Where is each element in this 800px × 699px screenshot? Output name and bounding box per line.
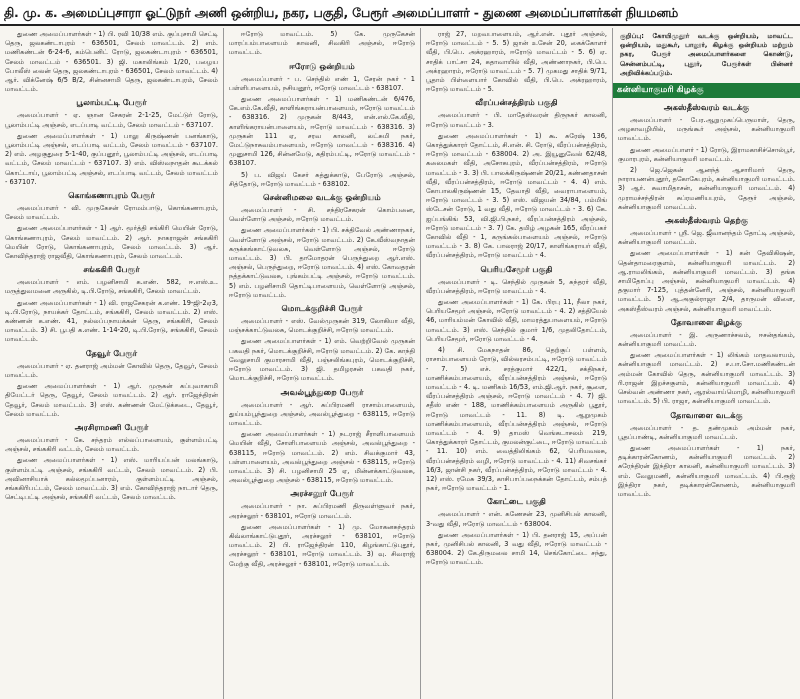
section-heading: கொங்கணாபுரம் பேரூர் — [68, 190, 155, 201]
section-heading: சங்ககிரி பேரூர் — [83, 264, 140, 275]
section-heading: சென்னிமலை வடக்கு ஒன்றியம் — [263, 192, 381, 203]
appointment-paragraph: அமைப்பாளர் - நா. சுப்பிரமணி திருவள்ளுவர் நகர், அரச்சலூர் - 638101, ஈரோடு மாவட்டம். — [229, 502, 415, 520]
section-heading: அரசிராமணி பேரூர் — [74, 421, 149, 432]
appointment-paragraph: அமைப்பாளர் - பேர.ஆறுமுகப்பெருமாள், தெரு, அழகாவழியில், மருங்கூர் அஞ்சல், கன்னியாகுமரி மாவட்டம். — [618, 116, 795, 143]
appointment-paragraph: துணை அமைப்பாளர்கள் - 1) எம். வெற்றிவேல் முருகன் பகவதி நகர், மொடக்குறிச்சி, ஈரோடு மாவட்டம். 2) கே. காந்தி வேலுசாமி குமாரசாமி வீதி, பஞ்சலிங்கபுரம், மொடக்குறிச்சி, ஈரோடு மாவட்டம். 3) ஜி. தமிழரசன் பகவதி நகர், மொடக்குறிச்சி, ஈரோடு மாவட்டம். — [229, 337, 415, 383]
section-heading: அகஸ்தீஸ்வரம் வடக்கு — [663, 102, 750, 113]
appointment-paragraph: துணை அமைப்பாளர்கள் - 1) கூ. சுரேஷ் 136, கொத்துக்காரர் தோட்டம், சி.என். சி. ரோடு, வீரப்பன்சத்திரம், ஈரோடு மாவட்டம் - 638004. 2) அ. இயூனுவேல் 62/48, கலைமகள் வீதி, அசோகபுரம், வீரப்பன்சத்திரம், ஈரோடு மாவட்டம் - 3. 3) பி. பாலக்கிருஷ்ணன் 20/21, கண்ணதாசன் வீதி, வீரப்பன்சத்திரம், ஈரோடு மாவட்டம் - 4. 4) எம். கோபாலகிருஷ்ணன் 15, தேவாதி வீதி, வைராபாளையம், ஈரோடு மாவட்டம் - 3. 5) எஸ். விஜயன் 34/84, பம்மிங் ஸ்டேசன் ரோடு, 1 வது வீதி, ஈரோடு மாவட்டம் - 3. 6) கே. ஐப்பங்கிங் 53, வி.ஜி.பி.நகர், வீரப்பன்சத்திரம் அஞ்சல், ஈரோடு மாவட்டம் - 3. 7) கே. தமிழ் அழகன் 165, வீரப்பகர் கோவில் வீதி - 1, கருங்கல்பாளையம் அஞ்சல், ஈரோடு மாவட்டம் - 3. 8) கே. பாலராஜ் 20/17, காளிங்கராயர் வீதி, வீரப்பன்சத்திரம், ஈரோடு மாவட்டம் - 4. — [426, 131, 607, 260]
appointment-paragraph: அமைப்பாளர் - இ. அருணாச்சலம், ஈசன்தங்கம், கன்னியாகுமரி மாவட்டம். — [618, 330, 795, 349]
section-heading: பூலாம்பட்டி பேரூர் — [76, 97, 147, 108]
appointment-paragraph: துணை அமைப்பாளர்கள் - 1) ஆர். மூர்த்தி சங்கிரி மெயின் ரோடு, கொங்கணாபுரம், சேலம் மாவட்டம். 2) ஆர். நாகராஜன் சங்ககிரி மெயின் ரோடு, கொங்கணாபுரம், சேலம் மாவட்டம். 3) ஆர். கோவிந்தராஜ் ராஜவீதி, கொங்கணாபுரம், சேலம் மாவட்டம். — [5, 224, 218, 261]
appointment-paragraph: துணை அமைப்பாளர்கள் - 1) கன் தேவிகிஷன், தென்தாமரைகுளம், கன்னியாகுமரி மாவட்டம். 2) ஆ.ராமலிங்கம், கன்னியாகுமரி மாவட்டம். 3) தங்க சாமிதோப்பு அஞ்சல், கன்னியாகுமரி மாவட்டம். 4) தகுமார் 7-125, புத்தன்னேரி, அஞ்சல், கன்னியாகுமரி மாவட்டம். 5) ஆ.அகுல்ராஜா 2/4, தாருமன் விளை, அகஸ்தீஸ்வரம் அஞ்சல், கன்னியாகுமரி மாவட்டம். — [618, 249, 795, 313]
appointment-paragraph: துணை அமைப்பாளர்கள் - 1) நடராஜ் சீராளிபாளையம் மெயின் வீதி, சோளிபாளையம் அஞ்சல், அவல்பூந்துறை - 638115, ஈரோடு மாவட்டம். 2) எம். சிவக்குமார் 43, பள்ளபாளையம், அவல்பூந்துறை அஞ்சல் - 638115, ஈரோடு மாவட்டம். 3) சி. பழனிசாமி 25 ஏ, மின்னக்காட்டுவலசு, அவல்பூந்துறை அஞ்சல் - 638115, ஈரோடு மாவட்டம். — [229, 430, 415, 485]
section-heading: தேவூர் பேரூர் — [85, 347, 138, 358]
appointment-paragraph: துணை அமைப்பாளர்கள் - 1) நகர், தடிக்காரன்கோணம், கன்னியாகுமரி மாவட்டம். 2) சுரேந்திரன் இந்திரா காலனி, கன்னியாகுமரி மாவட்டம். 3) எம். வேலுமணி, கன்னியாகுமரி மாவட்டம். 4) பி.ரூஜ் இந்திரா நகர், தடிக்காரன்கோணம், கன்னியாகுமரி மாவட்டம். — [618, 443, 795, 498]
appointment-paragraph: அமைப்பாளர் - ஸ்ரீ. ஜெ. ஜீவானந்தம் தோட்டி அஞ்சல், கன்னியாகுமரி மாவட்டம். — [618, 229, 795, 247]
appointment-paragraph: அமைப்பாளர் - ஏ. தனராஜ் அம்மன் கோவில் தெரு, தேவூர், சேலம் மாவட்டம். — [5, 361, 218, 379]
appointment-paragraph: 4) சி. மேகநாதன் 86, தெற்குப் பள்ளம், ராசாம்பாளையம் ரோடு, வில்லரசம்பட்டி, ஈரோடு மாவட்டம் - 7. 5) எச். சரத்குமார் 422/1, சக்திநகர், மாணிக்கம்பாளையம், வீரப்பன்சத்திரம் அஞ்சல், ஈரோடு மாவட்டம் - 4. டி. மணிகம் 16/53, எம்.ஜி.ஆர். நகர், சூளை, வீரப்பன்சத்திரம் அஞ்சல், ஈரோடு மாவட்டம் - 4. 7) ஜி. சதீஸ் எண் - 188, மாணிக்கம்பாளையம் அருகில் பூதூர், ஈரோடு மாவட்டம் - 11. 8) டி. ஆறுமுகம் மாணிக்கம்பாளையம், வீரப்பன்சத்திரம் அஞ்சல், ஈரோடு மாவட்டம் - 4. 9) தாமஸ் வெங்கடாசலம் 219, கொத்துக்காரர் தோட்டம், குமலன்குட்டை, ஈரோடு மாவட்டம் - 11. 10) எம். வைத்திலிங்கம் 62, பெரியவலசு, வீரப்பன்சத்திரம் வழி, ஈரோடு மாவட்டம் - 4. 11) சிவசங்கர் 16/3, ஜான்சி நகர், வீரப்பன்சத்திரம், ஈரோடு மாவட்டம் - 4. 12) எஸ். ரமேசு 39/3, காசிபாப்பநைக்கன் தோட்டம், சம்பத் நகர், ஈரோடு மாவட்டம் - 1. — [426, 346, 607, 493]
appointment-paragraph: துணை அமைப்பாளர்கள் - 1) பி. ரவி 10/38 எம். குப்புசாமி செட்டி தெரு, ஜலகண்டாபுரம் - 636501, சேலம் மாவட்டம். 2) எம். மணிகண்டன் 6-24-6, கம்பெனிட் ரோடு, ஜலகண்டாபுரம் - 636501, சேலம் மாவட்டம் - 636501. 3) ஜி. மகாலிங்கம் 1/20, பழைய போலீஸ் லைன் தெரு, ஜலகண்டாபுரம் - 636501, சேலம் மாவட்டம். 4) ஆர். விக்னேஷ் 6/5 B/2, சின்னசாமி தெரு, ஜலகண்டாபுரம், சேலம் மாவட்டம். — [5, 30, 218, 94]
appointment-paragraph: அமைப்பாளர் - சி. சந்திரசேகரன் கொம்பனை, வெள்ளோடு அஞ்சல், ஈரோடு மாவட்டம். — [229, 206, 415, 224]
section-heading: தோவாளை கிழக்கு — [670, 316, 743, 327]
appointment-paragraph: அமைப்பாளர் - எம். பழனிசாமி க.எண். 582, ஈ.எஸ்.உ. மருத்துவமனை அருகில், டி.பி.ரோடு, சங்ககிரி, சேலம் மாவட்டம். — [5, 278, 218, 296]
appointment-paragraph: அமைப்பாளர் - பி. மாதேஸ்வரன் திருநகர் காலனி, ஈரோடு மாவட்டம் - 3. — [426, 111, 607, 129]
appointment-paragraph: ஈரோடு மாவட்டம். 5) கே. முருகேசன் மாரப்பம்பாளையம் காலனி, சிவகிரி அஞ்சல், ஈரோடு மாவட்டம். — [229, 30, 415, 57]
page-banner-title: தி. மு. க. அமைப்புசாரா ஓட்டுநர் அணி ஒன்றிய, நகர, பகுதி, பேரூர் அமைப்பாளர் - துணை அமைப்பாளர்கள் நியமனம் — [0, 0, 800, 26]
appointment-paragraph: அமைப்பாளர் - எஸ். வேல்முருகன் 319, லோகியா வீதி, மஞ்சக்காட்டுவலசு, மொடக்குறிச்சி, ஈரோடு மாவட்டம். — [229, 317, 415, 335]
appointment-paragraph: அமைப்பாளர் - ஏ. ஞான சேகரன் 2-1-25, மேட்டுர் ரோடு, பூலாம்பட்டி அஞ்சல், எடப்பாடி வட்டம், சேலம் மாவட்டம் - 637107. — [5, 111, 218, 129]
article-columns — [0, 28, 800, 699]
appointment-paragraph: துணை அமைப்பாளர்கள் - 1) மு. மோகனசுந்தரம் கிவ்லாங்காட்டுபுதூர், அரச்சலூர் - 638101, ஈரோடு மாவட்டம். 2) பி. ராஜேந்திரன் 110, கிழங்காட்டுபுதூர், அரச்சலூர் - 638101, ஈரோடு மாவட்டம். 3) வு. சிவராஜ் மேற்கு வீதி, அரச்சலூர் - 638101, ஈரோடு மாவட்டம். — [229, 522, 415, 568]
appointment-paragraph: அமைப்பாளர் - என். கணேசன் 23, முனிசிபல் காலனி, 3-வது வீதி, ஈரோடு மாவட்டம் - 638004. — [426, 510, 607, 528]
appointment-paragraph: துணை அமைப்பாளர்கள் - 1) கே. பிரபு 11, நீலா நகர், பெரியசேமூர் அஞ்சல், ஈரோடு மாவட்டம் - 4. 2) சத்தியேல் 46, மாரியம்மன் கோவில் வீதி, மாமரத்துபாளையம், ஈரோடு மாவட்டம். 3) எஸ். செந்தில் குமார் 1/6, முதலிதோட்டம், பெரியசேமூர், ஈரோடு மாவட்டம் - 4. — [426, 298, 607, 343]
district-heading-bar: கன்னியாகுமரி கிழக்கு — [613, 83, 800, 98]
appointment-paragraph: அமைப்பாளர் - த. தண்முகம் அம்மன் நகர், பூதப்பாண்டி, கன்னியாகுமரி மாவட்டம். — [618, 423, 795, 441]
section-heading: ஈரோடு ஒன்றியம் — [289, 60, 355, 71]
appointment-paragraph: அமைப்பாளர் - ப. செந்தில் எண் 1, சேரன் நகர் - 1 பள்ளிபாளையம், நசியனூர், ஈரோடு மாவட்டம் - 638107. — [229, 74, 415, 92]
appointment-paragraph: துணை அமைப்பாளர்கள் - 1) பி. சக்திவேல் அண்ணாநகர், வெள்ளோடு அஞ்சல், ஈரோடு மாவட்டம். 2) கே.வீஸ்வநாதன் கருக்கங்காட்டுவலசு, வெள்ளோடு அஞ்சல், ஈரோடு மாவட்டம். 3) பி. தாமோதரன் பெருந்துறை ஆர்.எஸ். அஞ்சல், பெருந்துறை, ஈரோடு மாவட்டம். 4) எஸ். கோவதரன் நத்தக்காட்டுவலசு, புங்கம்பட்டி அஞ்சல், ஈரோடு மாவட்டம். 5) எம். பழனிசாமி தொட்டிபாளையம், வெள்ளோடு அஞ்சல், ஈரோடு மாவட்டம். — [229, 226, 415, 299]
appointment-paragraph: அமைப்பாளர் - ஆர். சுப்பிரமணி ராசாம்பாளையம், துய்யம்பூந்துறை அஞ்சல், அவல்பூந்துறை - 638115, ஈரோடு மாவட்டம். — [229, 400, 415, 427]
appointment-paragraph: துணை அமைப்பாளர்கள் - 1) எஸ். மாரியப்பன் மலங்காடு, குள்ளம்பட்டி அஞ்சல், சங்ககிரி வட்டம், சேலம் மாவட்டம். 2) பி. அவினாசியாக் கல்லமூப்பனாரம், குள்ளம்பட்டி அஞ்சல், சங்ககிரிபட்டம், சேலம் மாவட்டம். 3) எம். கோவிந்தராஜ் நாடார் தெரு, செட்டிபட்டி அஞ்சல், சங்ககிரி வட்டம், சேலம் மாவட்டம். — [5, 456, 218, 502]
appointment-paragraph: 2) ஜெ.ஜெகன் ஆனந்த் ஆசாரிமார் தெரு, நாராயணன்புதூர், தகோகேபுரம், கன்னியாகுமரி மாவட்டம். 3) ஆர். சுவாமிதாசன், கன்னியாகுமரி மாவட்டம். 4) முராமச்சந்திரன் சுப்ரமணியபுரம், தேரூர் அஞ்சல், கன்னியாகுமரி மாவட்டம். — [618, 166, 795, 211]
section-heading: அரச்சலூர் பேரூர் — [290, 488, 354, 499]
appointment-paragraph: துணை அமைப்பாளர்கள் - 1) பி. தனராஜ் 15, அப்பன் நகர், முனிசிபல் காலனி, 3 வது வீதி, ஈரோடு மாவட்டம் - 638004. 2) கே.திருமலை சாமி 14, செங்கோட்டை சந்து, ஈரோடு மாவட்டம். — [426, 530, 607, 567]
appointment-paragraph: துணை அமைப்பாளர் - 1) ரோடு, இராமகாசிச்சொல்பூர், குமாரபுரம், கன்னியாகுமரி மாவட்டம். — [618, 145, 795, 163]
note-paragraph: குறிப்பு: கோயிமுதூர் வடக்கு ஒன்றியம், மாவட்ட ஒன்றியம், மதுகூர், பாலூர், கிழக்கு ஒன்றியம் மற்றும் நகர, பேரூர் அமைப்பாளர்களை கொண்டு, சென்னம்பட்டி, புதூர், பேரூர்கள் பின்னர் அறிவிக்கப்படும். — [620, 32, 793, 77]
appointment-paragraph: துணை அமைப்பாளர்கள் - 1) ஆர். முருகன் கப்புவாகாமி தியேட்டர் தெரு, தேவூர், சேலம் மாவட்டம். 2) ஆர். ராஜேந்திரன் தேவூர், சேலம் மாவட்டம். 3) எஸ். கண்ணன் மேட்டுக்கடை, தேவூர், சேலம் மாவட்டம். — [5, 382, 218, 418]
section-heading: வீரப்பன்சத்திரம் பகுதி — [475, 97, 558, 108]
appointment-paragraph: துணை அமைப்பாளர்கள் - 1) பாலு கிருஷ்ணன் பனங்காடு, பூலாம்பட்டி அஞ்சல், எடப்பாடி வட்டம், சேலம் மாவட்டம் - 637107. 2) எம். அழகுதுரை 5-1-40, குப்பனூர், பூலாம்பட்டி அஞ்சல், எடப்பாடி வட்டம், சேலம் மாவட்டம் - 637107. 3) எம். விஸ்வநாதன் கூடக்கல் கொட்டாய், பூலாம்பட்டி அஞ்சல், எடப்பாடி வட்டம், சேலம் மாவட்டம் - 637107. — [5, 131, 218, 186]
section-heading: அகஸ்தீஸ்வரம் தெற்கு — [664, 215, 749, 226]
column-2 — [224, 28, 421, 699]
appointment-paragraph: அமைப்பாளர் - டி. செந்தில் முருகன் 5, சுந்தரர் வீதி, வீரப்பன்சத்திரம், ஈரோடு மாவட்டம் - 4. — [426, 277, 607, 295]
appointment-paragraph: 5) ப. விஜய் கேசர் சுத்துக்காடு, பேரோடு அஞ்சல், சித்தோடு, ஈரோடு மாவட்டம் - 638102. — [229, 170, 415, 188]
appointment-paragraph: அமைப்பாளர் - வி. முருகேசன் ரோமம்பாடு, கொங்கணாபுரம், சேலம் மாவட்டம். — [5, 204, 218, 222]
section-heading: அவல்பூந்துறை பேரூர் — [280, 386, 364, 397]
section-heading: தோவாளை வடக்கு — [670, 409, 743, 420]
appointment-paragraph: அமைப்பாளர் - கே. சந்தரம் எல்லப்பாளையம், குள்ளம்பட்டி அஞ்சல், சங்ககிரி வட்டம், சேலம் மாவட்டம். — [5, 435, 218, 454]
appointment-paragraph: ராஜ் 27, மறவபாளையம், ஆர்.என். புதூர் அஞ்சல், ஈரோடு மாவட்டம் - 5. 5) ஜான் உசேன் 20, கைக்கோளர் வீதி, பி.பெ. அக்ரஹாரம், ஈரோடு மாவட்டம் - 5. 6) ஏ. சாதிக் பாட்சா 24, கதாவாயில் வீதி, அண்ணாநகர், பி.பெ. அக்ரஹாரம், ஈரோடு மாவட்டம் - 5. 7) முகமது சாதிக் 9/71, பூதாம் பிள்ளையார் கோவில் வீதி, பி.பெ. அக்ரஹாரம், ஈரோடு மாவட்டம் - 5. — [426, 30, 607, 94]
column-1 — [0, 28, 224, 699]
column-4 — [613, 28, 800, 699]
section-heading: கோட்டை பகுதி — [487, 496, 546, 507]
section-heading: பெரியசேமூர் பகுதி — [480, 263, 553, 274]
appointment-paragraph: துணை அமைப்பாளர்கள் - 1) வி. ராஜசேகரன் க.எண். 19-ஜி-2ஏ3, டி.பி.ரோடு, நாயக்கர் தோட்டம், சங்ககிரி, சேலம் மாவட்டம். 2) எஸ். கண்ணன் க.எண். 41, நல்லப்பநாயக்கன் தெரு, சங்ககிரி, சேலம் மாவட்டம். 3) சி. பூபதி க.எண். 1-14-20, டி.பி.ரோடு, சங்ககிரி, சேலம் மாவட்டம். — [5, 298, 218, 344]
column-3 — [421, 28, 613, 699]
appointment-paragraph: துணை அமைப்பாளர்கள் - 1) மணிகண்டன் 6/476, கே.எம்.கே.வீதி, காளிங்கராயன்பாளையம், ஈரோடு மாவட்டம் - 638316. 2) முருகன் 8/443, என்.எல்.கே.வீதி, காளிங்கராயன்பாளையம், ஈரோடு மாவட்டம் - 638316. 3) முருகன் 111 ஏ, சரவ காலனி, லட்சுமி நகர், மேட்டுநாசுவம்பாளையம், ஈரோடு மாவட்டம் - 638316. 4) முனுசாமி 126, சின்னமேடு, கதிரம்பட்டி, ஈரோடு மாவட்டம் - 638107. — [229, 95, 415, 168]
section-heading: மொடக்குறிச்சி பேரூர் — [281, 303, 363, 314]
appointment-paragraph: துணை அமைப்பாளர்கள் - 1) லிங்கம் மாதவலாயம், கன்னியாகுமரி மாவட்டம். 2) ச.பா.சோ.மணிகண்டன் அம்மன் கோவில் தெரு, கன்னியாகுமரி மாவட்டம். 3) ரி.ராஜன் இறச்சகுளம், கன்னியாகுமரி மாவட்டம். 4) செல்வன் அண்ணா நகர், ஆரல்வாய்மொழி, கன்னியாகுமரி மாவட்டம். 5) பி. ராஜா, கன்னியாகுமரி மாவட்டம். — [618, 351, 795, 406]
